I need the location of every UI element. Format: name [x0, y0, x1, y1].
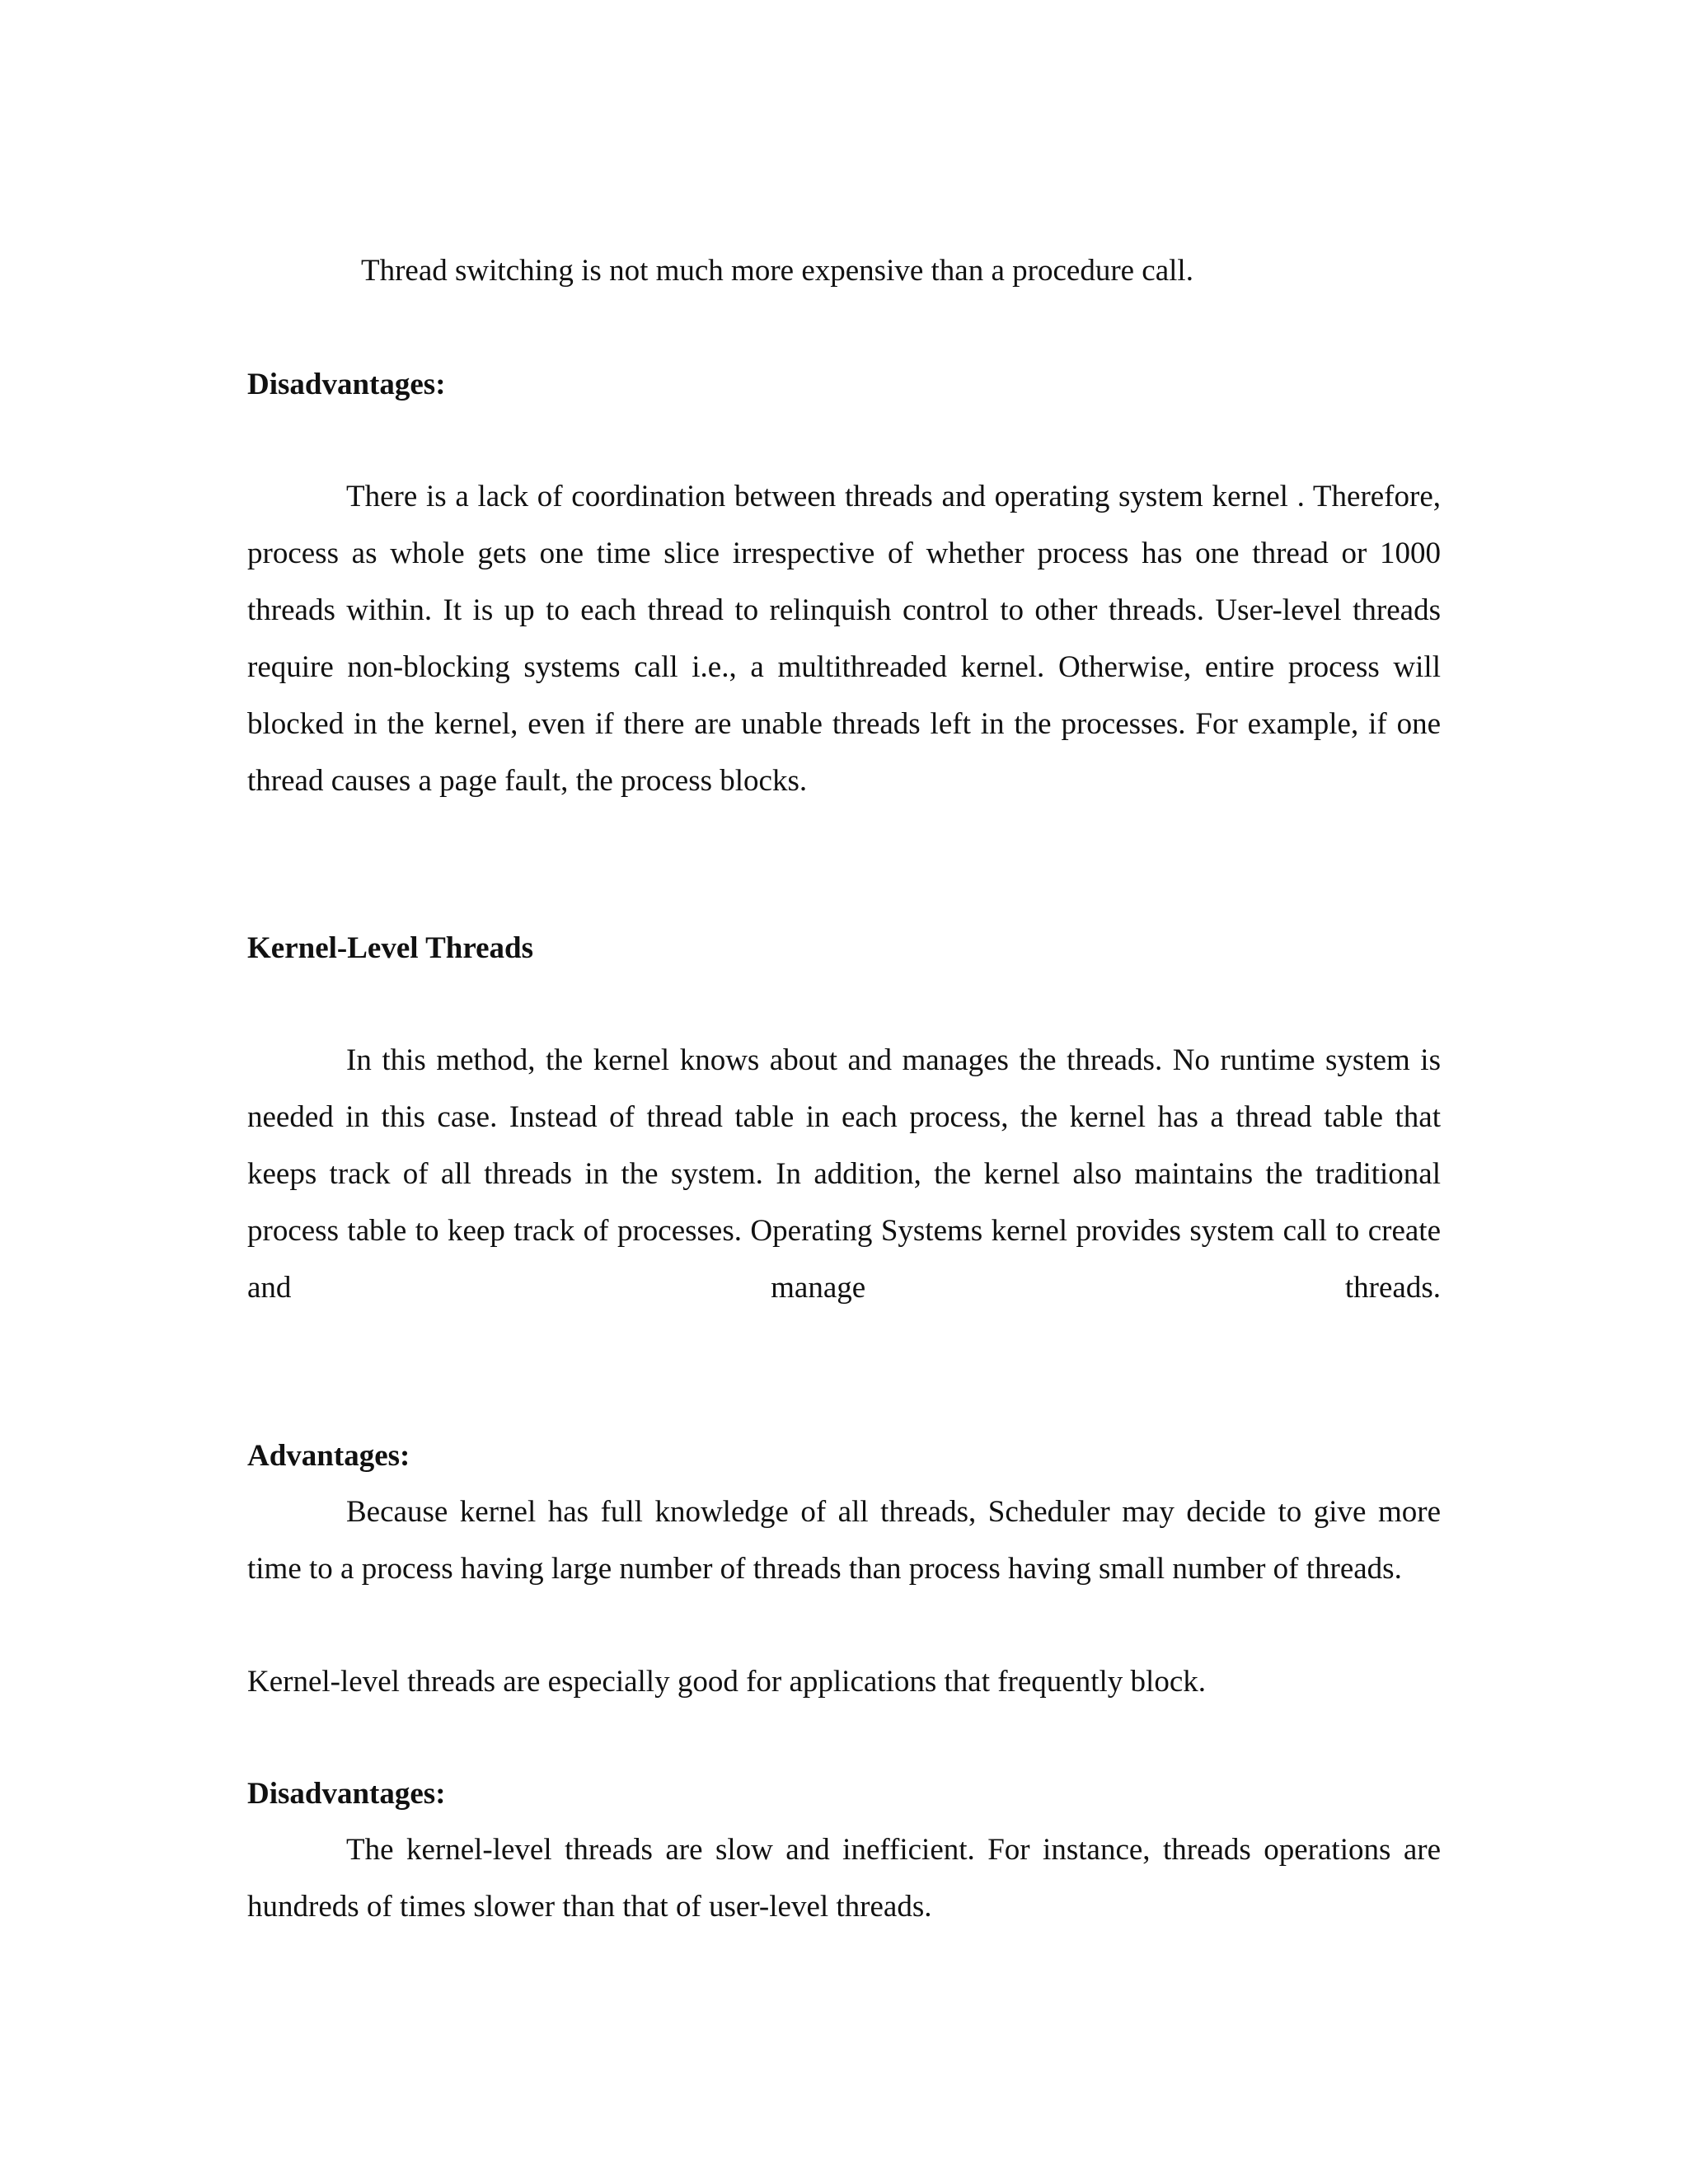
- paragraph-advantages: Because kernel has full knowledge of all threads, Scheduler may decide to give more time to a process having large number of threads than process having small number of threads.: [247, 1495, 1441, 1586]
- paragraph-disadvantages-kernel-level: The kernel-level threads are slow and inefficient. For instance, threads operations are hundreds of times slower than that of user-level threads.: [247, 1833, 1441, 1924]
- advantages-second-line: Kernel-level threads are especially good for applications that frequently block.: [247, 1665, 1206, 1699]
- heading-disadvantages-user-level: Disadvantages:: [247, 368, 446, 401]
- paragraph-kernel-level-threads: In this method, the kernel knows about and manages the threads. No runtime system is needed in this case. Instead of thread table in each process, the kernel has a thread table that keeps track of all threads in the system. In addition, the kernel also maintains the traditional process table to keep track of processes. Operating Systems kernel provides system call to create and manage threads.: [247, 1043, 1441, 1305]
- paragraph-disadvantages-user-level: There is a lack of coordination between threads and operating system kernel . Therefore, process as whole gets one time slice irrespective of whether process has one thread or 1000 threads within. It is up to each thread to relinquish control to other threads. User-level threads require non-blocking systems call i.e., a multithreaded kernel. Otherwise, entire process will blocked in the kernel, even if there are unable threads left in the processes. For example, if one thread causes a page fault, the process blocks.: [247, 480, 1441, 798]
- heading-advantages: Advantages:: [247, 1439, 410, 1473]
- heading-disadvantages-kernel-level: Disadvantages:: [247, 1777, 446, 1811]
- intro-line: Thread switching is not much more expensive than a procedure call.: [361, 254, 1193, 288]
- heading-kernel-level-threads: Kernel-Level Threads: [247, 931, 534, 965]
- document-page: [247, 0, 1441, 2184]
